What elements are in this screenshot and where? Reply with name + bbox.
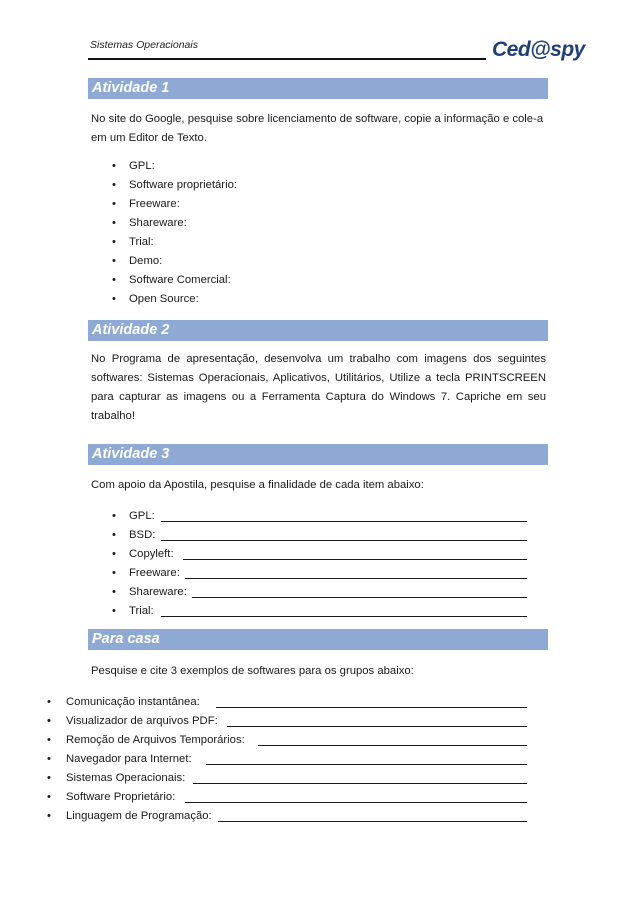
list-item: • Visualizador de arquivos PDF: — [44, 712, 534, 731]
section-heading-para-casa — [88, 629, 548, 650]
list-item: • Linguagem de Programação: — [44, 807, 534, 826]
brand-logo: Ced@spy — [492, 38, 585, 61]
section-heading-text: Para casa — [92, 631, 160, 647]
answer-line-gpl[interactable] — [161, 507, 527, 522]
bullet-icon: • — [47, 791, 51, 803]
answer-line-linguagem[interactable] — [218, 807, 527, 822]
bullet-icon: • — [112, 236, 116, 248]
bullet-icon: • — [112, 605, 116, 617]
bullet-icon: • — [47, 810, 51, 822]
bullet-icon: • — [112, 255, 116, 267]
list-item: • Freeware: — [109, 564, 549, 583]
list-item: • Shareware: — [109, 583, 549, 602]
list-item: • Navegador para Internet: — [44, 750, 534, 769]
section-heading-text: Atividade 1 — [92, 80, 170, 96]
answer-line-navegador[interactable] — [206, 750, 527, 765]
list-item: • Open Source: — [109, 290, 549, 309]
bullet-icon: • — [112, 548, 116, 560]
atividade-1-instructions: No site do Google, pesquise sobre licenciamento de software, copie a informação e cole-a em um Editor de Texto. — [91, 113, 544, 144]
bullet-icon: • — [47, 696, 51, 708]
bullet-icon: • — [112, 179, 116, 191]
section-heading-atividade-2 — [88, 320, 548, 341]
bullet-icon: • — [112, 274, 116, 286]
list-item: • Sistemas Operacionais: — [44, 769, 534, 788]
bullet-icon: • — [112, 586, 116, 598]
bullet-icon: • — [47, 715, 51, 727]
answer-line-freeware[interactable] — [185, 564, 527, 579]
answer-line-trial[interactable] — [161, 602, 527, 617]
bullet-icon: • — [112, 198, 116, 210]
section-heading-text: Atividade 2 — [92, 322, 170, 338]
bullet-icon: • — [47, 734, 51, 746]
bullet-icon: • — [112, 293, 116, 305]
list-item: • GPL: — [109, 507, 549, 526]
answer-line-proprietario[interactable] — [185, 788, 527, 803]
bullet-icon: • — [47, 772, 51, 784]
answer-line-shareware[interactable] — [192, 583, 527, 598]
section-heading-atividade-1 — [88, 78, 548, 99]
list-item: • Remoção de Arquivos Temporários: — [44, 731, 534, 750]
answer-line-sistemas[interactable] — [193, 769, 527, 784]
atividade-2-instructions: No Programa de apresentação, desenvolva um trabalho com imagens dos seguintes softwares: Sistemas Operacionais, Aplicativos, Utilitários, Utilize a tecla PRINTSCREEN para capturar as imagens ou a Ferramenta Captura do Windows 7. Capriche em seu trabalho! — [91, 353, 546, 422]
answer-line-temporarios[interactable] — [258, 731, 527, 746]
answer-line-comunicacao[interactable] — [216, 693, 527, 708]
list-item: • Shareware: — [109, 214, 549, 233]
list-item: • Demo: — [109, 252, 549, 271]
header-rule — [88, 58, 486, 60]
header-title: Sistemas Operacionais — [90, 39, 198, 51]
answer-line-copyleft[interactable] — [183, 545, 527, 560]
list-item: • Copyleft: — [109, 545, 549, 564]
section-heading-atividade-3 — [88, 444, 548, 465]
bullet-icon: • — [112, 217, 116, 229]
list-item: • Software proprietário: — [109, 176, 549, 195]
list-item: • Freeware: — [109, 195, 549, 214]
list-item: • Software Proprietário: — [44, 788, 534, 807]
bullet-icon: • — [112, 510, 116, 522]
list-item: • Comunicação instantânea: — [44, 693, 534, 712]
answer-line-bsd[interactable] — [161, 526, 527, 541]
bullet-icon: • — [112, 529, 116, 541]
list-item: • GPL: — [109, 157, 549, 176]
list-item: • Trial: — [109, 233, 549, 252]
list-item: • BSD: — [109, 526, 549, 545]
page-header — [88, 34, 488, 62]
bullet-icon: • — [112, 567, 116, 579]
answer-line-pdf[interactable] — [227, 712, 527, 727]
list-item: • Software Comercial: — [109, 271, 549, 290]
list-item: • Trial: — [109, 602, 549, 621]
bullet-icon: • — [112, 160, 116, 172]
atividade-3-instructions: Com apoio da Apostila, pesquise a finalidade de cada item abaixo: — [91, 479, 424, 491]
section-heading-text: Atividade 3 — [92, 446, 170, 462]
bullet-icon: • — [47, 753, 51, 765]
para-casa-instructions: Pesquise e cite 3 exemplos de softwares para os grupos abaixo: — [91, 665, 414, 677]
